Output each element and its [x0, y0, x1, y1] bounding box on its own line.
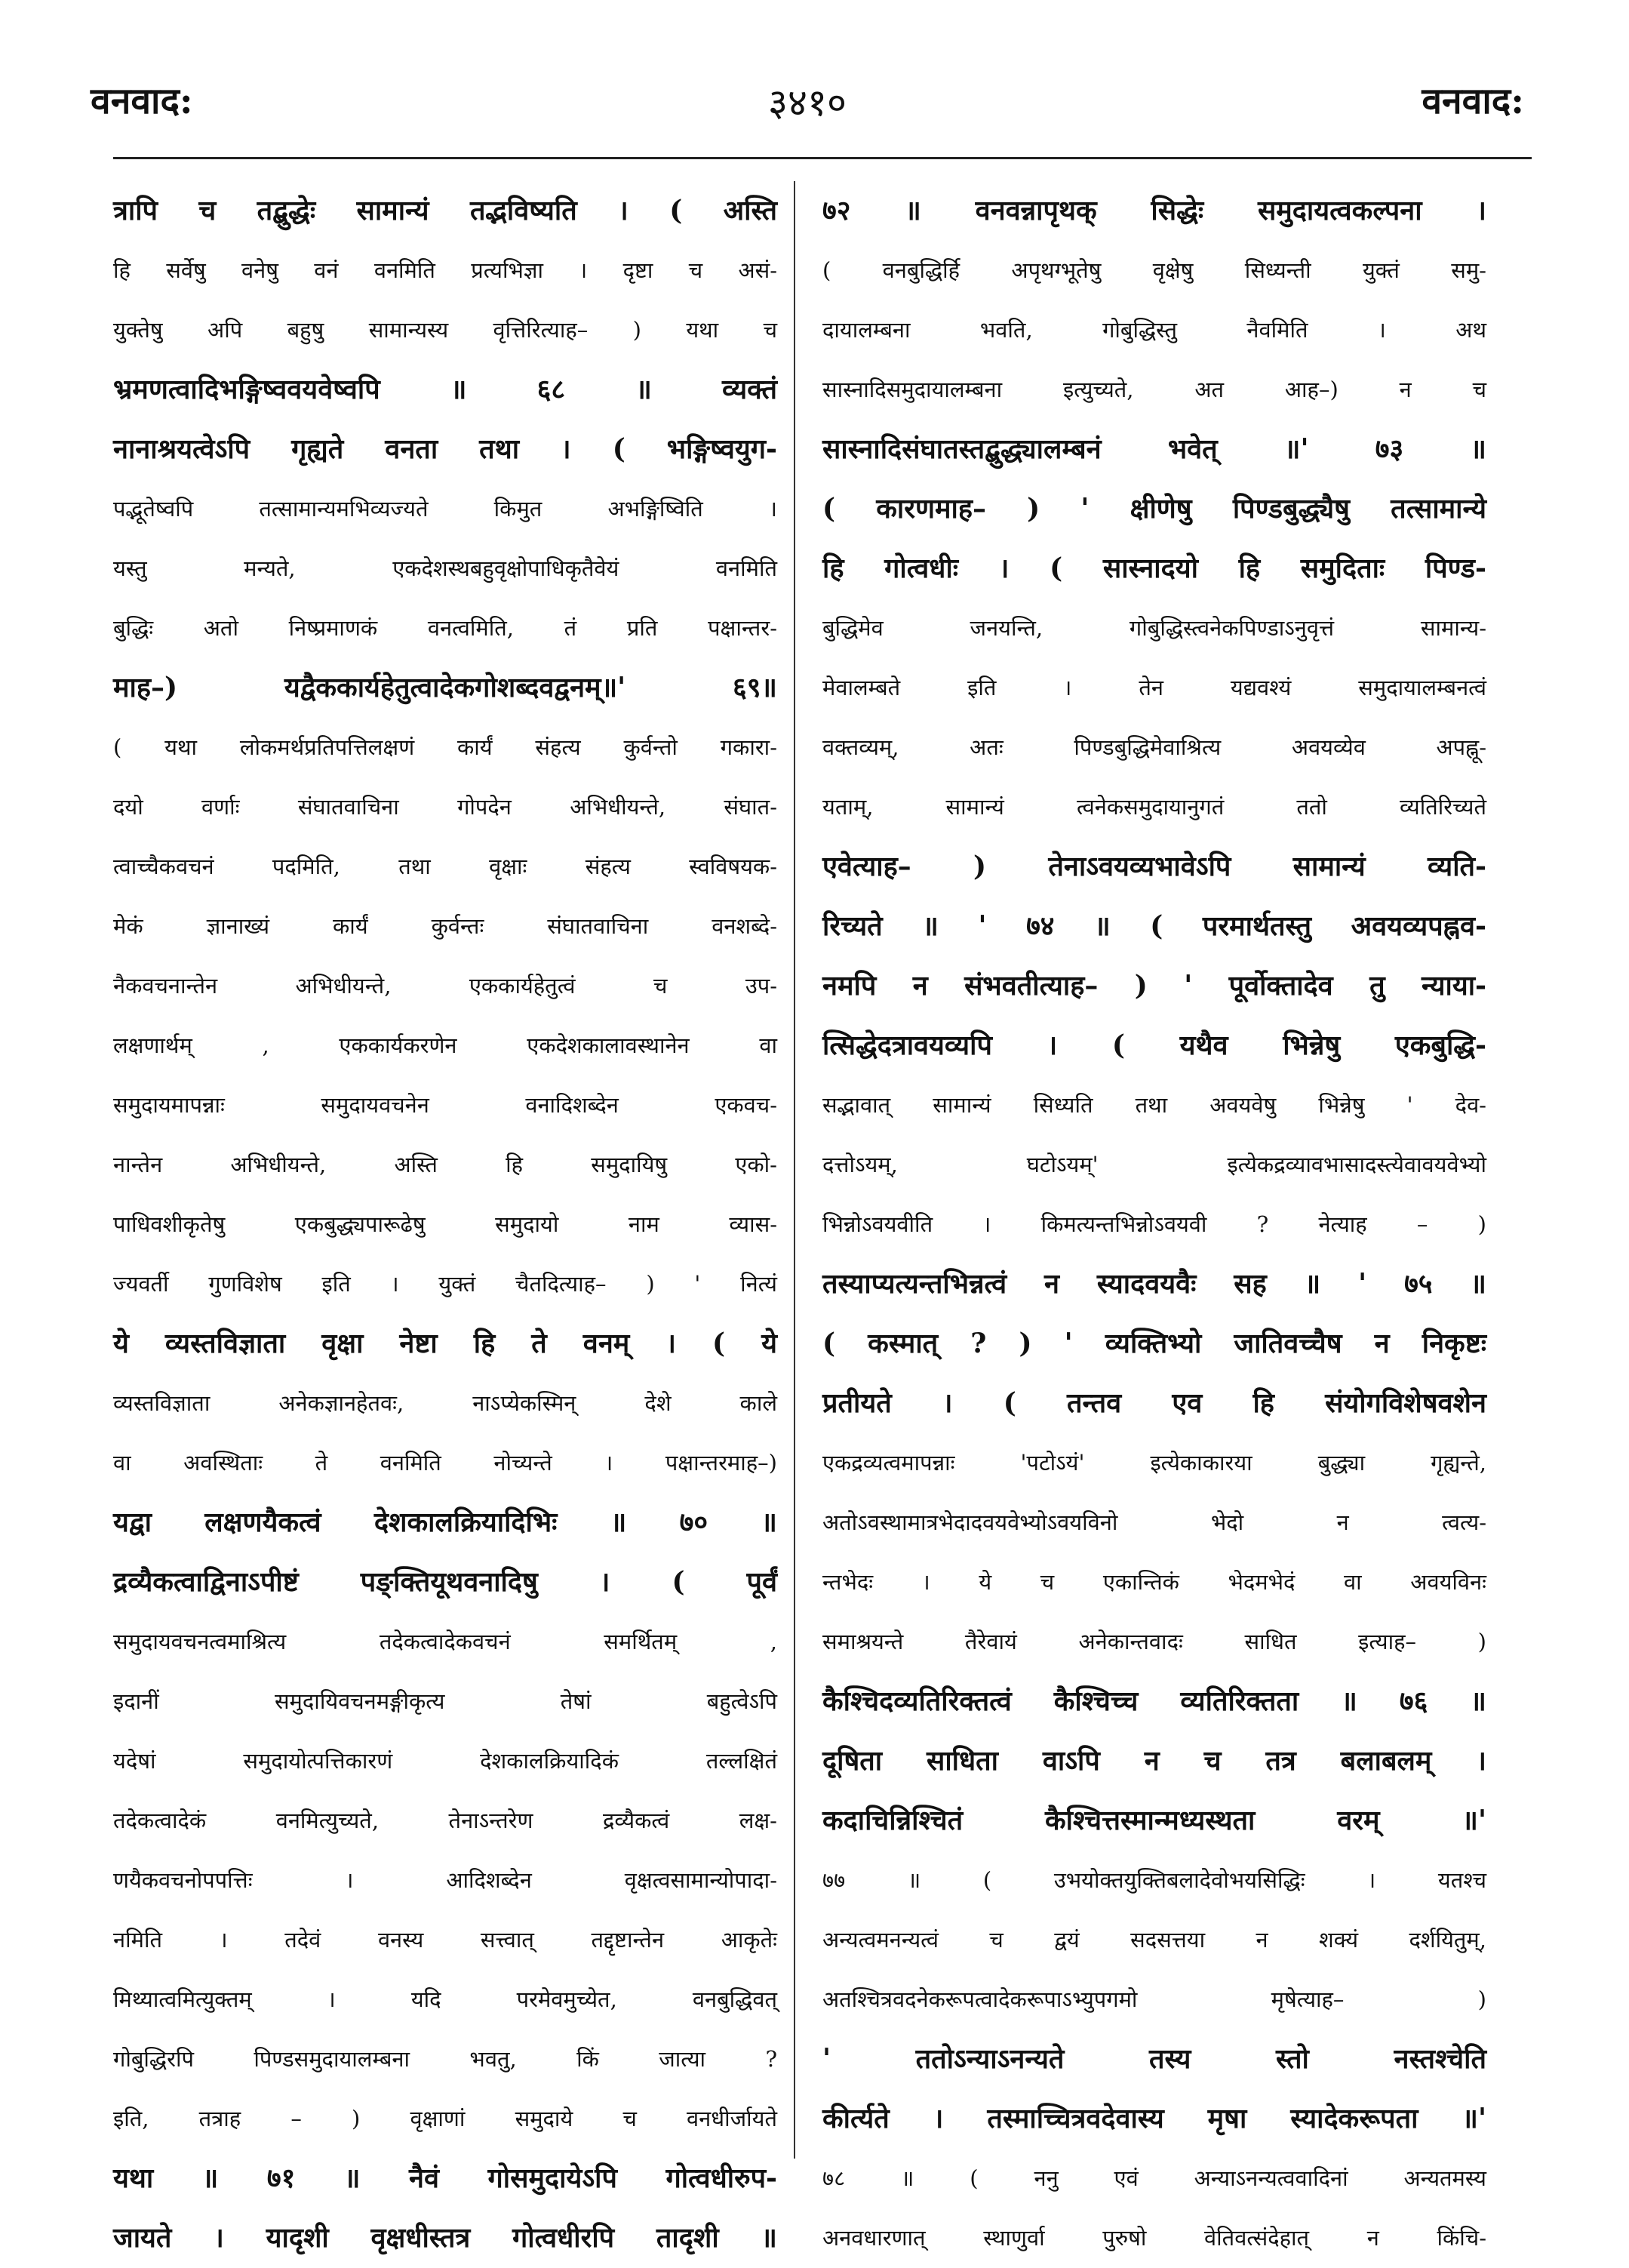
- text-line: न्तभेदः । ये च एकान्तिकं भेदमभेदं वा अवयविनः: [822, 1569, 1486, 1595]
- text-line: नान्तेन अभिधीयन्ते, अस्ति हि समुदायिषु एको-: [113, 1152, 777, 1177]
- text-line: समुदायमापन्नाः समुदायवचनेन वनादिशब्देन एकवच-: [113, 1092, 777, 1118]
- text-line: दूषिता साधिता वाऽपि न च तत्र बलाबलम् ।: [822, 1745, 1486, 1777]
- text-line: नैकवचनान्तेन अभिधीयन्ते, एककार्यहेतुत्वं च उप-: [113, 973, 777, 999]
- text-line: अतश्चित्रवदनेकरूपत्वादेकरूपाऽभ्युपगमो मृषेत्याह– ): [822, 1986, 1486, 2012]
- text-line: दायालम्बना भवति, गोबुद्धिस्तु नैवमिति । अथ: [822, 317, 1486, 343]
- left-column: [113, 181, 777, 2254]
- text-line: ७७ ॥ ( उभयोक्तयुक्तिबलादेवोभयसिद्धिः । यतश्च: [822, 1867, 1486, 1893]
- text-line: प्रतीयते । ( तन्तव एव हि संयोगविशेषवशेन: [822, 1387, 1486, 1419]
- text-line: मेवालम्बते इति । तेन यद्यवश्यं समुदायालम्बनत्वं: [822, 675, 1486, 700]
- text-line: समुदायवचनत्वमाश्रित्य तदेकत्वादेकवचनं समर्थितम् ,: [113, 1629, 777, 1654]
- text-line: ' ततोऽन्याऽनन्यते तस्य स्तो नस्तश्चेति: [822, 2043, 1486, 2075]
- text-line: गोबुद्धिरपि पिण्डसमुदायालम्बना भवतु, किं जात्या ?: [113, 2046, 777, 2072]
- text-line: त्रापि च तद्बुद्धेः सामान्यं तद्भविष्यति । ( अस्ति: [113, 195, 777, 226]
- text-line: वक्तव्यम्, अतः पिण्डबुद्धिमेवाश्रित्य अवयव्येव अपह्नू-: [822, 734, 1486, 760]
- text-line: द्रव्यैकत्वाद्विनाऽपीष्टं पङ्क्तियूथवनादिषु । ( पूर्वं: [113, 1566, 777, 1598]
- text-line: एवेत्याह– ) तेनाऽवयव्यभावेऽपि सामान्यं व्यति-: [822, 851, 1486, 882]
- page-header: [91, 75, 1524, 136]
- text-line: नानाश्रयत्वेऽपि गृह्यते वनता तथा । ( भङ्गिष्वयुग-: [113, 433, 777, 465]
- text-line: ७२ ॥ वनवन्नापृथक् सिद्धेः समुदायत्वकल्पना ।: [822, 195, 1486, 226]
- text-line: कैश्चिदव्यतिरिक्तत्वं कैश्चिच्च व्यतिरिक्तता ॥ ७६ ॥: [822, 1685, 1486, 1717]
- text-line: पद्भूतेष्वपि तत्सामान्यमभिव्यज्यते किमुत अभङ्गिष्विति ।: [113, 496, 777, 522]
- running-title-right: वनवाद:: [1422, 80, 1524, 122]
- text-line: त्वाच्चैकवचनं पदमिति, तथा वृक्षाः संहत्य स्वविषयक-: [113, 854, 777, 879]
- text-line: भिन्नोऽवयवीति । किमत्यन्तभिन्नोऽवयवी ? नेत्याह – ): [822, 1211, 1486, 1237]
- text-line: ( कारणमाह– ) ' क्षीणेषु पिण्डबुद्ध्यैषु तत्सामान्ये: [822, 493, 1486, 525]
- text-line: इदानीं समुदायिवचनमङ्गीकृत्य तेषां बहुत्वेऽपि: [113, 1688, 777, 1714]
- text-line: माह–) यद्वैककार्यहेतुत्वादेकगोशब्दवद्वनम्॥' ६९॥: [113, 672, 777, 703]
- text-line: त्सिद्धेदत्रावयव्यपि । ( यथैव भिन्नेषु एकबुद्धि-: [822, 1029, 1486, 1061]
- text-line: रिच्यते ॥ ' ७४ ॥ ( परमार्थतस्तु अवयव्यपह्नव-: [822, 910, 1486, 942]
- text-line: इति, तत्राह – ) वृक्षाणां समुदाये च वनधीर्जायते: [113, 2106, 777, 2131]
- text-line: ( वनबुद्धिर्हि अपृथग्भूतेषु वृक्षेषु सिध्यन्ती युक्तं समु-: [822, 257, 1486, 283]
- text-line: ( यथा लोकमर्थप्रतिपत्तिलक्षणं कार्यं संहत्य कुर्वन्तो गकारा-: [113, 734, 777, 760]
- text-line: णयैकवचनोपपत्तिः । आदिशब्देन वृक्षत्वसामान्योपादा-: [113, 1867, 777, 1893]
- text-line: तदेकत्वादेकं वनमित्युच्यते, तेनाऽन्तरेण द्रव्यैकत्वं लक्ष-: [113, 1808, 777, 1833]
- text-line: युक्तेषु अपि बहुषु सामान्यस्य वृत्तिरित्याह– ) यथा च: [113, 317, 777, 343]
- text-line: यद्वा लक्षणयैकत्वं देशकालक्रियादिभिः ॥ ७० ॥: [113, 1506, 777, 1538]
- page-number: ३४१०: [768, 81, 847, 125]
- text-line: सास्नादिसमुदायालम्बना इत्युच्यते, अत आह–) न च: [822, 377, 1486, 402]
- text-line: मेकं ज्ञानाख्यं कार्यं कुर्वन्तः संघातवाचिना वनशब्दे-: [113, 913, 777, 939]
- text-line: समाश्रयन्ते तैरेवायं अनेकान्तवादः साधित इत्याह– ): [822, 1629, 1486, 1654]
- text-line: यस्तु मन्यते, एकदेशस्थबहुवृक्षोपाधिकृतैवेयं वनमिति: [113, 555, 777, 581]
- text-line: यताम्, सामान्यं त्वनेकसमुदायानुगतं ततो व्यतिरिच्यते: [822, 794, 1486, 820]
- text-line: व्यस्तविज्ञाता अनेकज्ञानहेतवः, नाऽप्येकस्मिन् देशे काले: [113, 1390, 777, 1416]
- text-line: सद्भावात् सामान्यं सिध्यति तथा अवयवेषु भिन्नेषु ' देव-: [822, 1092, 1486, 1118]
- text-line: नमिति । तदेवं वनस्य सत्त्वात् तद्दृष्टान्तेन आकृतेः: [113, 1927, 777, 1953]
- text-line: हि सर्वेषु वनेषु वनं वनमिति प्रत्यभिज्ञा । दृष्टा च असं-: [113, 257, 777, 283]
- text-line: ७८ ॥ ( ननु एवं अन्याऽनन्यत्ववादिनां अन्यतमस्य: [822, 2165, 1486, 2191]
- text-line: यथा ॥ ७१ ॥ नैवं गोसमुदायेऽपि गोत्वधीरुप-: [113, 2162, 777, 2194]
- column-divider: [794, 181, 795, 2159]
- text-line: नमपि न संभवतीत्याह– ) ' पूर्वोक्तादेव तु न्याया-: [822, 970, 1486, 1002]
- text-line: अन्यत्वमनन्यत्वं च द्वयं सदसत्तया न शक्यं दर्शयितुम्,: [822, 1927, 1486, 1953]
- text-line: भ्रमणत्वादिभङ्गिष्ववयवेष्वपि ॥ ६८ ॥ व्यक्तं: [113, 374, 777, 405]
- right-column: [822, 181, 1486, 2251]
- text-line: कदाचिन्निश्चितं कैश्चित्तस्मान्मध्यस्थता वरम् ॥': [822, 1805, 1486, 1836]
- text-line: अतोऽवस्थामात्रभेदादवयवेभ्योऽवयविनो भेदो न त्वत्य-: [822, 1509, 1486, 1535]
- text-line: तस्याप्यत्यन्तभिन्नत्वं न स्यादवयवैः सह ॥ ' ७५ ॥: [822, 1268, 1486, 1300]
- text-line: वा अवस्थिताः ते वनमिति नोच्यन्ते । पक्षान्तरमाह–): [113, 1450, 777, 1476]
- text-line: यदेषां समुदायोत्पत्तिकारणं देशकालक्रियादिकं तल्लक्षितं: [113, 1748, 777, 1774]
- running-title-left: वनवाद:: [91, 80, 193, 122]
- text-line: बुद्धिमेव जनयन्ति, गोबुद्धिस्त्वनेकपिण्डाऽनुवृत्तं सामान्य-: [822, 615, 1486, 641]
- text-line: बुद्धिः अतो निष्प्रमाणकं वनत्वमिति, तं प्रति पक्षान्तर-: [113, 615, 777, 641]
- text-line: ( कस्मात् ? ) ' व्यक्तिभ्यो जातिवच्चैष न निकृष्टः: [822, 1328, 1486, 1359]
- text-line: कीर्त्यते । तस्माच्चित्रवदेवास्य मृषा स्यादेकरूपता ॥': [822, 2103, 1486, 2134]
- text-line: ये व्यस्तविज्ञाता वृक्षा नेष्टा हि ते वनम् । ( ये: [113, 1328, 777, 1359]
- text-line: एकद्रव्यत्वमापन्नाः 'पटोऽयं' इत्येकाकारया बुद्ध्या गृह्यन्ते,: [822, 1450, 1486, 1476]
- text-line: लक्षणार्थम् , एककार्यकरणेन एकदेशकालावस्थानेन वा: [113, 1032, 777, 1058]
- text-line: सास्नादिसंघातस्तद्बुद्ध्यालम्बनं भवेत् ॥' ७३ ॥: [822, 433, 1486, 465]
- text-line: दयो वर्णाः संघातवाचिना गोपदेन अभिधीयन्ते, संघात-: [113, 794, 777, 820]
- text-line: दत्तोऽयम्, घटोऽयम्' इत्येकद्रव्यावभासादस्त्येवावयवेभ्यो: [822, 1152, 1486, 1177]
- text-line: ज्यवर्ती गुणविशेष इति । युक्तं चैतदित्याह– ) ' नित्यं: [113, 1271, 777, 1297]
- text-line: मिथ्यात्वमित्युक्तम् । यदि परमेवमुच्येत, वनबुद्धिवत्: [113, 1986, 777, 2012]
- text-line: पाधिवशीकृतेषु एकबुद्ध्यपारूढेषु समुदायो नाम व्यास-: [113, 1211, 777, 1237]
- text-line: अनवधारणात् स्थाणुर्वा पुरुषो वेतिवत्संदेहात् न किंचि-: [822, 2225, 1486, 2251]
- text-line: हि गोत्वधीः । ( सास्नादयो हि समुदिताः पिण्ड-: [822, 552, 1486, 584]
- header-rule: [113, 157, 1532, 159]
- text-line: जायते । यादृशी वृक्षधीस्तत्र गोत्वधीरपि तादृशी ॥: [113, 2222, 777, 2254]
